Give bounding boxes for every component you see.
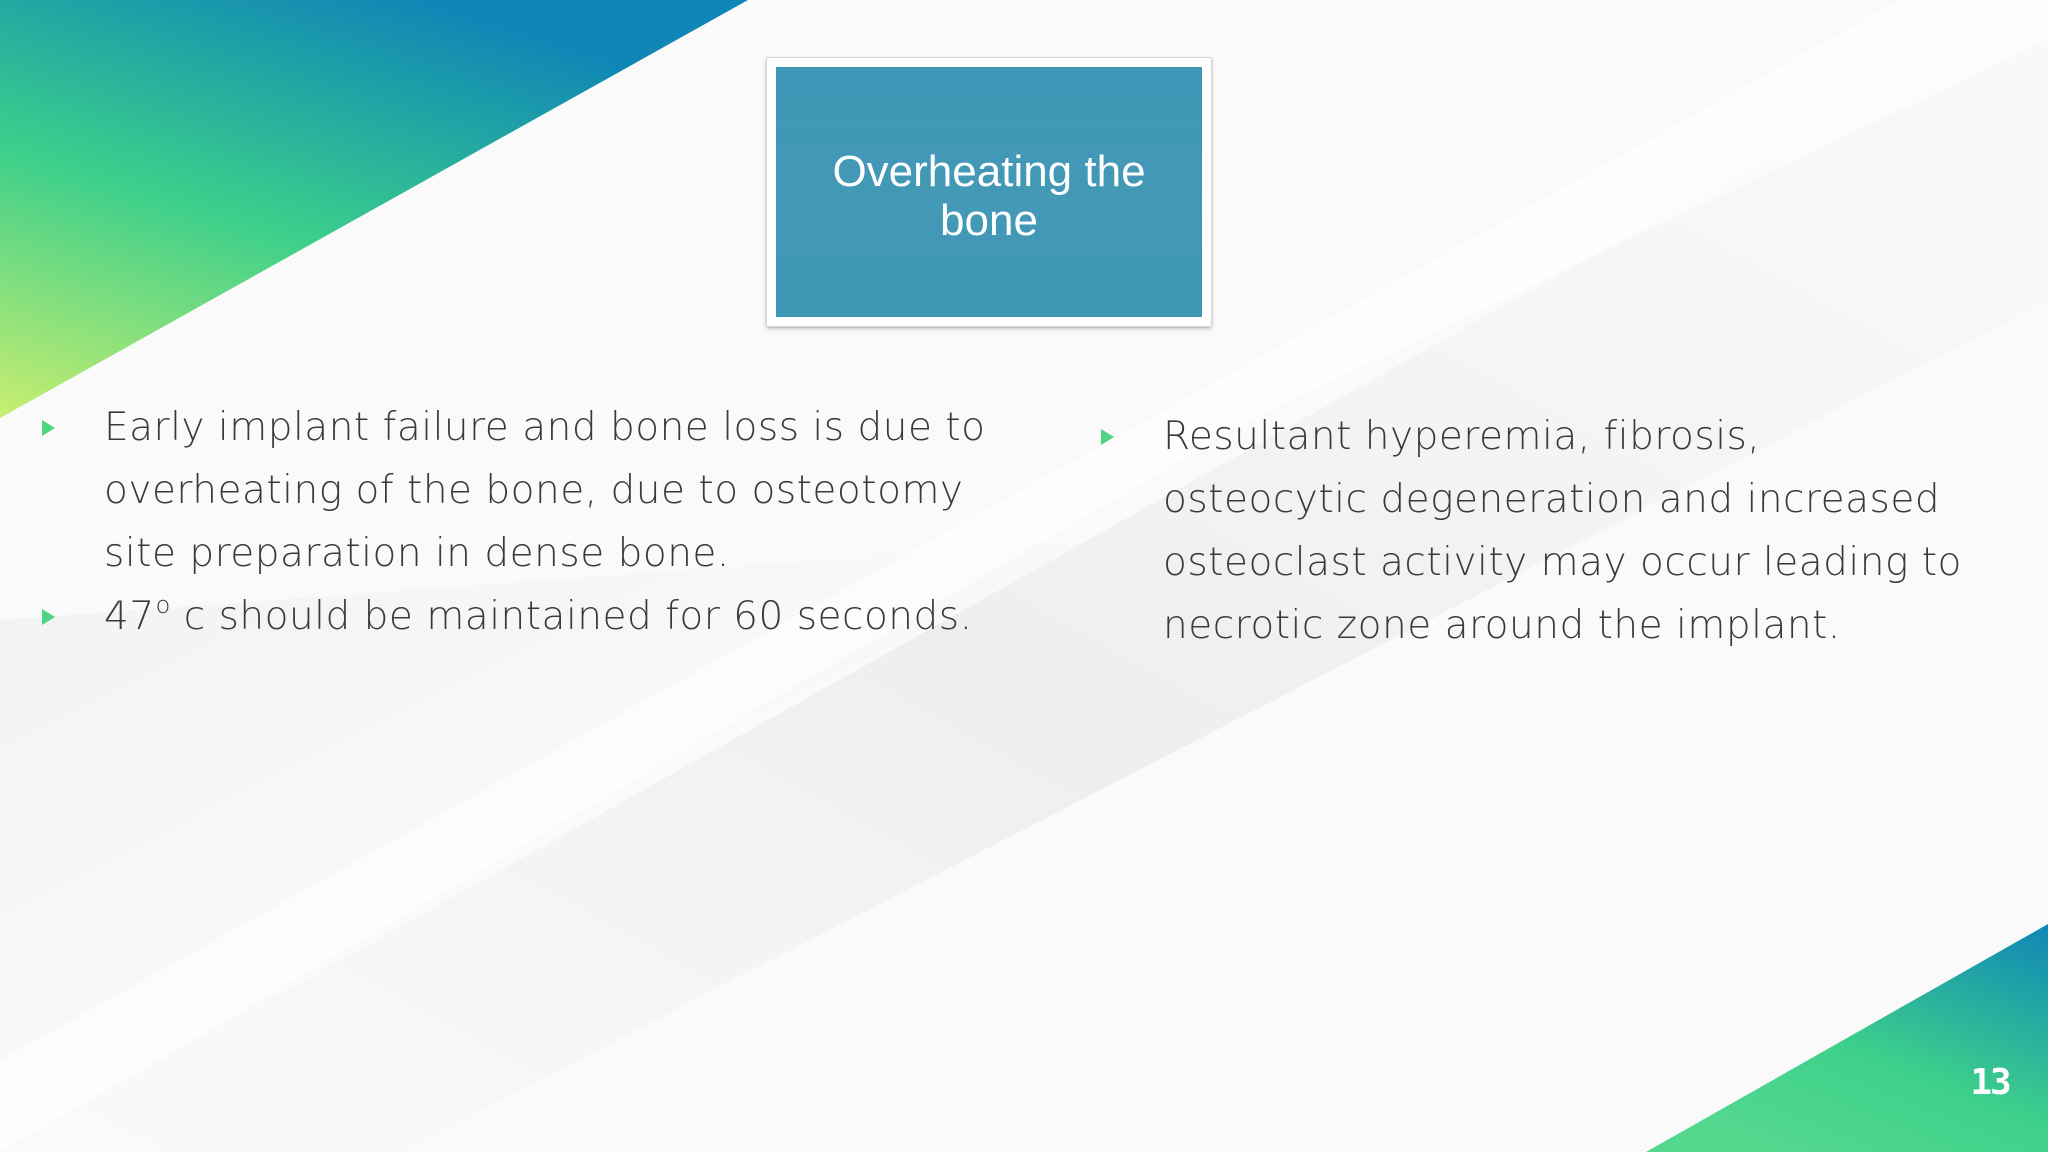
degree-symbol: o — [155, 591, 171, 619]
bullet-text: Resultant hyperemia, fibrosis, osteocytic degeneration and increased osteoclast activity may occur leading to necrotic zone around the implant. — [1163, 414, 1962, 648]
triangle-right-icon — [1101, 429, 1114, 445]
bullet-text: Early implant failure and bone loss is due to overheating of the bone, due to osteotomy site preparation in dense bone. — [104, 405, 986, 576]
page-number: 13 — [1970, 1062, 2010, 1103]
triangle-right-icon — [42, 609, 55, 625]
left-bullet-list — [36, 396, 996, 653]
temperature-value: 47 — [104, 594, 155, 639]
title-box — [767, 58, 1211, 326]
triangle-right-icon — [42, 420, 55, 436]
left-bullet-2 — [36, 585, 996, 653]
right-bullet-1 — [1095, 405, 1995, 657]
bullet-text-rest: c should be maintained for 60 seconds. — [170, 594, 973, 639]
slide-title: Overheating the bone — [832, 147, 1146, 245]
right-bullet-list — [1095, 405, 1995, 657]
left-bullet-1 — [36, 396, 996, 585]
bullet-text — [104, 585, 996, 653]
